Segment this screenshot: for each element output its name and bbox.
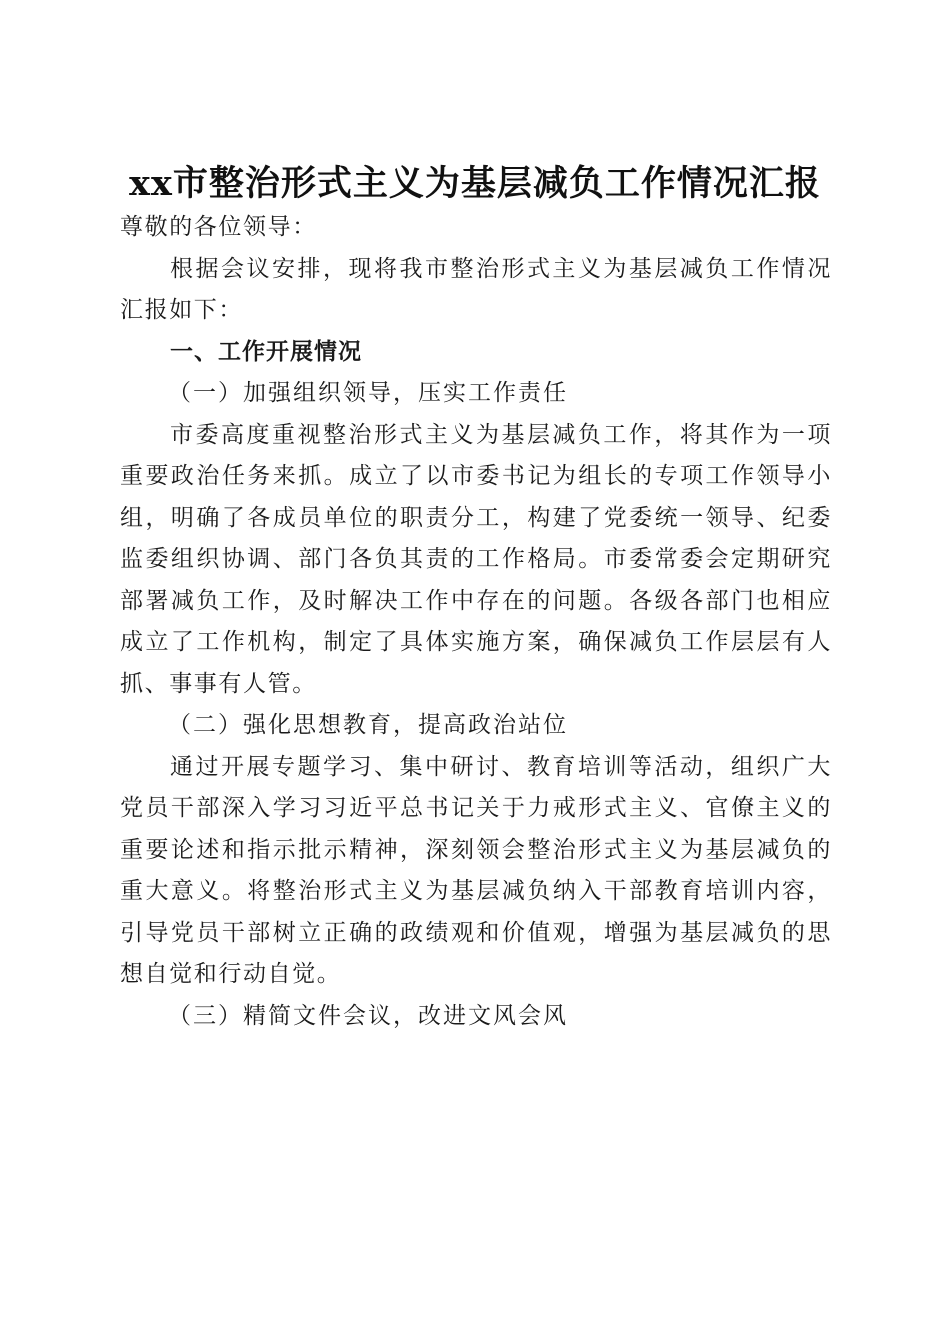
document-title: xx市整治形式主义为基层减负工作情况汇报: [129, 163, 821, 205]
subsection-heading-1: （一）加强组织领导，压实工作责任: [168, 380, 568, 406]
section-heading-1: 一、工作开展情况: [170, 338, 362, 365]
salutation: 尊敬的各位领导：: [120, 214, 317, 240]
subsection-heading-2: （二）强化思想教育，提高政治站位: [168, 712, 568, 738]
intro-paragraph: 根据会议安排，现将我市整治形式主义为基层减负工作情况汇报如下：: [120, 255, 832, 323]
subsection-paragraph-1: 市委高度重视整治形式主义为基层减负工作，将其作为一项重要政治任务来抓。成立了以市委书记为组长的专项工作领导小组，明确了各成员单位的职责分工，构建了党委统一领导、纪委监委组织协调、部门各负其责的工作格局。市委常委会定期研究部署减负工作，及时解决工作中存在的问题。各级各部门也相应成立了工作机构，制定了具体实施方案，确保减负工作层层有人抓、事事有人管。: [120, 421, 832, 697]
subsection-paragraph-2: 通过开展专题学习、集中研讨、教育培训等活动，组织广大党员干部深入学习习近平总书记关于力戒形式主义、官僚主义的重要论述和指示批示精神，深刻领会整治形式主义为基层减负的重大意义。将整治形式主义为基层减负纳入干部教育培训内容，引导党员干部树立正确的政绩观和价值观，增强为基层减负的思想自觉和行动自觉。: [120, 753, 832, 987]
subsection-heading-3: （三）精简文件会议，改进文风会风: [168, 1002, 568, 1029]
document-body: [120, 207, 832, 1037]
